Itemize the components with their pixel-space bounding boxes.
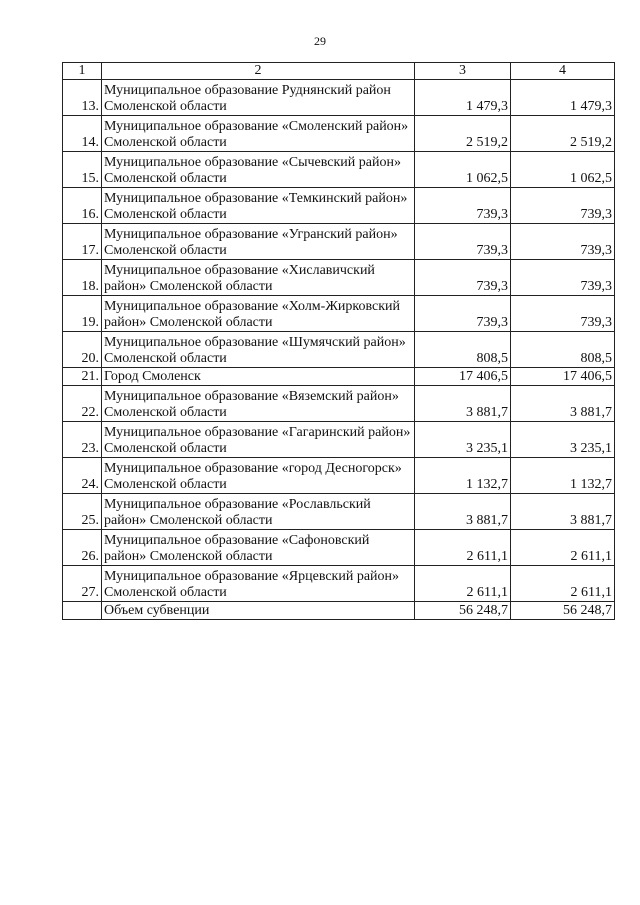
amount-cell-col4: 3 235,1 xyxy=(511,422,615,458)
amount-cell-col3: 2 611,1 xyxy=(415,530,511,566)
municipality-name-cell: Муниципальное образование «Шумячский район» Смоленской области xyxy=(102,332,415,368)
table-row xyxy=(63,116,615,152)
municipality-name-cell: Муниципальное образование «Рославльский район» Смоленской области xyxy=(102,494,415,530)
column-header-1: 1 xyxy=(63,63,102,80)
municipality-name-cell: Муниципальное образование «Холм-Жирковский район» Смоленской области xyxy=(102,296,415,332)
municipality-name-cell: Муниципальное образование «Угранский район» Смоленской области xyxy=(102,224,415,260)
amount-cell-col4: 2 611,1 xyxy=(511,566,615,602)
row-number-cell: 14. xyxy=(63,116,102,152)
municipality-name-cell: Муниципальное образование Руднянский район Смоленской области xyxy=(102,80,415,116)
table-total-row xyxy=(63,602,615,620)
amount-cell-col4: 3 881,7 xyxy=(511,494,615,530)
amount-cell-col3: 1 132,7 xyxy=(415,458,511,494)
row-number-cell: 13. xyxy=(63,80,102,116)
amount-cell-col3: 739,3 xyxy=(415,188,511,224)
column-header-2: 2 xyxy=(102,63,415,80)
municipality-name-cell: Муниципальное образование «Ярцевский район» Смоленской области xyxy=(102,566,415,602)
table-row xyxy=(63,80,615,116)
row-number-cell: 26. xyxy=(63,530,102,566)
column-header-3: 3 xyxy=(415,63,511,80)
amount-cell-col3: 739,3 xyxy=(415,224,511,260)
amount-cell-col4: 56 248,7 xyxy=(511,602,615,620)
table-row xyxy=(63,386,615,422)
row-number-cell: 15. xyxy=(63,152,102,188)
amount-cell-col3: 1 479,3 xyxy=(415,80,511,116)
amount-cell-col4: 1 479,3 xyxy=(511,80,615,116)
amount-cell-col3: 739,3 xyxy=(415,296,511,332)
amount-cell-col4: 17 406,5 xyxy=(511,368,615,386)
table-row xyxy=(63,260,615,296)
amount-cell-col3: 17 406,5 xyxy=(415,368,511,386)
amount-cell-col4: 808,5 xyxy=(511,332,615,368)
municipality-name-cell: Объем субвенции xyxy=(102,602,415,620)
table-row xyxy=(63,296,615,332)
amount-cell-col4: 739,3 xyxy=(511,296,615,332)
amount-cell-col4: 1 062,5 xyxy=(511,152,615,188)
amount-cell-col4: 2 611,1 xyxy=(511,530,615,566)
table-header-row xyxy=(63,63,615,80)
amount-cell-col4: 3 881,7 xyxy=(511,386,615,422)
table-row xyxy=(63,188,615,224)
row-number-cell: 23. xyxy=(63,422,102,458)
table-row xyxy=(63,224,615,260)
subsidy-table xyxy=(62,62,615,620)
municipality-name-cell: Муниципальное образование «Гагаринский район» Смоленской области xyxy=(102,422,415,458)
row-number-cell xyxy=(63,602,102,620)
amount-cell-col3: 2 519,2 xyxy=(415,116,511,152)
amount-cell-col3: 739,3 xyxy=(415,260,511,296)
amount-cell-col3: 2 611,1 xyxy=(415,566,511,602)
table-row xyxy=(63,422,615,458)
amount-cell-col4: 2 519,2 xyxy=(511,116,615,152)
row-number-cell: 24. xyxy=(63,458,102,494)
table-row xyxy=(63,458,615,494)
row-number-cell: 27. xyxy=(63,566,102,602)
municipality-name-cell: Муниципальное образование «Хиславичский район» Смоленской области xyxy=(102,260,415,296)
municipality-name-cell: Муниципальное образование «Вяземский район» Смоленской области xyxy=(102,386,415,422)
amount-cell-col3: 1 062,5 xyxy=(415,152,511,188)
column-header-4: 4 xyxy=(511,63,615,80)
municipality-name-cell: Город Смоленск xyxy=(102,368,415,386)
table-row xyxy=(63,332,615,368)
amount-cell-col3: 3 881,7 xyxy=(415,494,511,530)
amount-cell-col4: 739,3 xyxy=(511,260,615,296)
amount-cell-col4: 739,3 xyxy=(511,224,615,260)
municipality-name-cell: Муниципальное образование «город Десногорск» Смоленской области xyxy=(102,458,415,494)
row-number-cell: 22. xyxy=(63,386,102,422)
row-number-cell: 20. xyxy=(63,332,102,368)
municipality-name-cell: Муниципальное образование «Сычевский район» Смоленской области xyxy=(102,152,415,188)
row-number-cell: 21. xyxy=(63,368,102,386)
amount-cell-col3: 56 248,7 xyxy=(415,602,511,620)
municipality-name-cell: Муниципальное образование «Сафоновский район» Смоленской области xyxy=(102,530,415,566)
row-number-cell: 25. xyxy=(63,494,102,530)
municipality-name-cell: Муниципальное образование «Смоленский район» Смоленской области xyxy=(102,116,415,152)
table-row xyxy=(63,494,615,530)
amount-cell-col3: 3 235,1 xyxy=(415,422,511,458)
row-number-cell: 18. xyxy=(63,260,102,296)
table-row xyxy=(63,566,615,602)
amount-cell-col3: 808,5 xyxy=(415,332,511,368)
page-number: 29 xyxy=(314,34,326,48)
municipality-name-cell: Муниципальное образование «Темкинский район» Смоленской области xyxy=(102,188,415,224)
amount-cell-col4: 1 132,7 xyxy=(511,458,615,494)
row-number-cell: 17. xyxy=(63,224,102,260)
row-number-cell: 16. xyxy=(63,188,102,224)
table-row xyxy=(63,368,615,386)
amount-cell-col3: 3 881,7 xyxy=(415,386,511,422)
table-row xyxy=(63,530,615,566)
table-row xyxy=(63,152,615,188)
amount-cell-col4: 739,3 xyxy=(511,188,615,224)
row-number-cell: 19. xyxy=(63,296,102,332)
